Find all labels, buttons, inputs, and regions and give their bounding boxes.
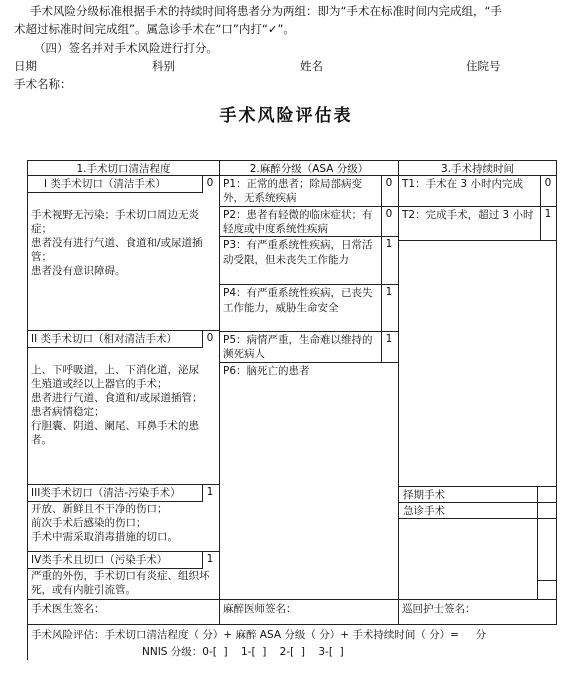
asa-p2: P2：患者有轻微的临床症状；有轻度或中度系统性疾病 xyxy=(223,209,373,235)
incision-class-2-score: 0 xyxy=(206,332,214,344)
asa-p1: P1：正常的患者；除局部病变外，无系统疾病 xyxy=(223,178,363,204)
c3-line-c xyxy=(398,486,557,487)
incision-class-4-label: IV类手术且切口（污染手术） xyxy=(31,554,168,566)
column-header-asa: 2.麻醉分级（ASA 分级） xyxy=(249,163,369,175)
c1-line-a xyxy=(27,192,203,193)
duration-t1: T1：手术在 3 小时内完成 xyxy=(402,178,523,190)
c1-line-d xyxy=(27,484,220,485)
col-divider-1 xyxy=(219,160,220,624)
c2-line-e xyxy=(219,362,399,363)
surgery-name-label: 手术名称： xyxy=(14,77,72,91)
c2-line-b xyxy=(219,236,399,237)
duration-t1-score: 0 xyxy=(544,177,552,189)
c1-line-f xyxy=(27,551,220,552)
incision-class-2-label: II 类手术切口（相对清洁手术） xyxy=(31,333,178,345)
asa-p5: P5：病情严重，生命难以维持的濒死病人 xyxy=(223,334,373,360)
c2-line-d xyxy=(219,331,399,332)
table-border-right xyxy=(556,160,557,624)
table-line-score xyxy=(27,624,557,625)
asa-p3-score: 1 xyxy=(385,238,393,250)
asa-p1-score: 0 xyxy=(385,177,393,189)
c2-line-a xyxy=(219,206,399,207)
elective-surgery-label: 择期手术 xyxy=(403,489,445,501)
table-border-left xyxy=(27,160,28,660)
date-label: 日期 xyxy=(14,59,37,73)
form-title: 手术风险评估表 xyxy=(219,106,353,126)
anesthetist-signature-label: 麻醉医师签名： xyxy=(223,603,297,615)
intro-line-1: 手术风险分级标准根据手术的持续时间将患者分为两组：即为“手术在标准时间内完成组，“手 xyxy=(30,4,502,18)
asa-p2-score: 0 xyxy=(385,208,393,220)
asa-p5-score: 1 xyxy=(385,333,393,345)
risk-score-line: 手术风险评估：手术切口清洁程度（ 分）+ 麻醉 ASA 分级（ 分）+ 手术持续时间（ 分）= 分 xyxy=(31,629,487,641)
nurse-signature-label: 巡回护士签名： xyxy=(402,603,476,615)
surgeon-signature-label: 手术医生签名： xyxy=(31,603,105,615)
col-divider-2 xyxy=(398,160,399,624)
incision-class-1-score: 0 xyxy=(206,177,214,189)
c2-line-c xyxy=(219,284,399,285)
duration-t2: T2：完成手术，超过 3 小时 xyxy=(402,209,534,221)
hospital-no-label: 住院号 xyxy=(466,59,501,73)
c3-line-a xyxy=(398,206,557,207)
c3-line-f xyxy=(537,580,557,581)
emergency-surgery-label: 急诊手术 xyxy=(403,505,445,517)
emergency-checkbox[interactable] xyxy=(538,503,556,518)
incision-class-4-desc: 严重的外伤，手术切口有炎症、组织坏死，或有内脏引流管。 xyxy=(31,570,210,596)
intro-line-2: 术超过标准时间完成组”。属急诊手术在“口”内打“✓”。 xyxy=(14,22,295,36)
asa-p4: P4：有严重系统性疾病，已丧失工作能力，威胁生命安全 xyxy=(223,287,373,314)
c3-line-b xyxy=(398,240,557,241)
elective-checkbox[interactable] xyxy=(538,487,556,502)
column-header-incision: 1.手术切口清洁程度 xyxy=(76,163,171,175)
department-label: 科别 xyxy=(152,59,175,73)
asa-p3: P3：有严重系统性疾病，日常活动受限，但未丧失工作能力 xyxy=(223,239,373,266)
incision-class-2-desc: 上、下呼吸道，上、下消化道，泌尿生殖道或经以上器官的手术； 患者进行气道、食道和/或尿道插管； 患者病情稳定； 行胆囊、阴道、阑尾、耳鼻手术的患者。 xyxy=(31,364,203,446)
c3-line-d xyxy=(398,502,557,503)
incision-class-3-label: III类手术切口（清洁-污染手术） xyxy=(31,487,181,499)
c1-line-b xyxy=(27,330,220,331)
incision-class-1-label: I 类手术切口（清洁手术） xyxy=(44,178,166,190)
c3-line-e xyxy=(398,518,557,519)
incision-class-3-score: 1 xyxy=(206,486,214,498)
incision-class-3-desc: 开放、新鲜且不干净的伤口； 前次手术后感染的伤口； 手术中需采取消毒措施的切口。 xyxy=(31,503,178,543)
intro-line-3: （四）签名并对手术风险进行打分。 xyxy=(34,41,218,55)
signature-row-line xyxy=(27,599,557,600)
table-border-top xyxy=(27,160,557,161)
c1-line-c xyxy=(27,347,203,348)
duration-t2-score: 1 xyxy=(544,208,552,220)
column-header-duration: 3.手术持续时间 xyxy=(440,163,515,175)
incision-class-4-score: 1 xyxy=(206,553,214,565)
nnis-grade-line: NNIS 分级：0-[ ] 1-[ ] 2-[ ] 3-[ ] xyxy=(142,646,344,658)
asa-p4-score: 1 xyxy=(385,286,393,298)
asa-p6: P6：脑死亡的患者 xyxy=(223,365,310,377)
incision-class-1-desc: 手术视野无污染；手术切口周边无炎症； 患者没有进行气道、食道和/或尿道插管； 患者没有意识障碍。 xyxy=(31,209,203,277)
name-label: 姓名 xyxy=(300,59,323,73)
